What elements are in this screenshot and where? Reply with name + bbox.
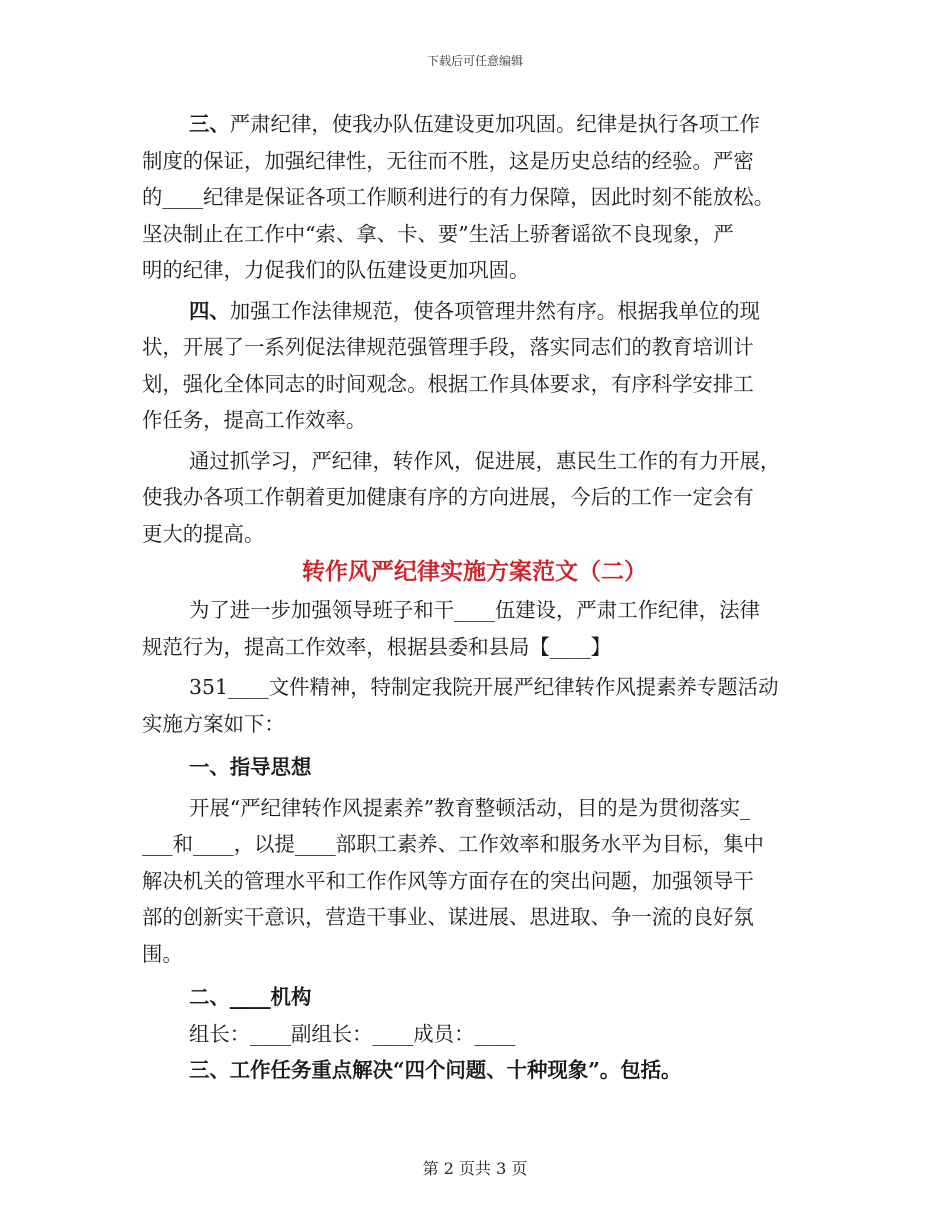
section-4-line-2: 状，开展了一系列促法律规范强管理手段，落实同志们的教育培训计 — [142, 335, 754, 359]
section-4-text: 加强工作法律规范，使各项管理井然有序。根据我单位的现 — [229, 298, 760, 323]
section-3-line-3: 的____纪律是保证各项工作顺利进行的有力保障，因此时刻不能放松。 — [142, 185, 775, 209]
part-1-line-3: 解决机关的管理水平和工作作风等方面存在的突出问题，加强领导干 — [142, 868, 754, 893]
section-3-line-5: 明的纪律，力促我们的队伍建设更加巩固。 — [142, 258, 530, 282]
part-2-heading: 二、____机构 — [189, 985, 312, 1009]
section-3-heading: 三、 — [189, 112, 230, 136]
part-2-members: 组长：____副组长：____成员：____ — [189, 1021, 516, 1046]
part-1-line-1: 开展“严纪律转作风提素养”教育整顿活动，目的是为贯彻落实_ — [189, 795, 751, 820]
conclusion-line-3: 更大的提高。 — [142, 521, 265, 546]
section-4-line-1 — [142, 293, 807, 330]
section-4-heading: 四、 — [189, 298, 230, 323]
section-4-line-4: 作任务，提高工作效率。 — [142, 408, 367, 432]
part-3-heading: 三、工作任务重点解决“四个问题、十种现象”。包括。 — [189, 1058, 682, 1082]
part-1-heading: 一、指导思想 — [189, 755, 312, 779]
section-4-line-3: 划，强化全体同志的时间观念。根据工作具体要求，有序科学安排工 — [142, 371, 754, 396]
document-title: 转作风严纪律实施方案范文（二） — [302, 558, 647, 585]
part-1-line-2: ___和____，以提____部职工素养、工作效率和服务水平为目标，集中 — [142, 832, 764, 856]
page-footer: 第 2 页共 3 页 — [422, 1159, 528, 1178]
intro2-line-1: 351____文件精神，特制定我院开展严纪律转作风提素养专题活动 — [189, 675, 779, 699]
section-3-line-1 — [142, 106, 807, 143]
part-1-line-5: 围。 — [142, 941, 183, 966]
part-1-line-4: 部的创新实干意识，营造干事业、谋进展、思进取、争一流的良好氛 — [142, 905, 754, 929]
section-3-line-2: 制度的保证，加强纪律性，无往而不胜，这是历史总结的经验。严密 — [142, 148, 754, 173]
page-header: 下载后可任意编辑 — [426, 54, 523, 68]
intro-line-2: 规范行为，提高工作效率，根据县委和县局【____】 — [142, 634, 611, 659]
intro2-line-2: 实施方案如下： — [142, 711, 285, 736]
conclusion-line-1: 通过抓学习，严纪律，转作风，促进展，惠民生工作的有力开展， — [189, 448, 781, 473]
intro-line-1: 为了进一步加强领导班子和干____伍建设，严肃工作纪律，法律 — [189, 598, 760, 622]
document-body — [142, 106, 807, 1089]
section-3-text: 严肃纪律，使我办队伍建设更加巩固。纪律是执行各项工作 — [229, 112, 760, 136]
section-3-line-4: 坚决制止在工作中“索、拿、卡、要”生活上骄奢谣欲不良现象，严 — [142, 221, 734, 246]
conclusion-line-2: 使我办各项工作朝着更加健康有序的方向进展，今后的工作一定会有 — [142, 485, 754, 509]
